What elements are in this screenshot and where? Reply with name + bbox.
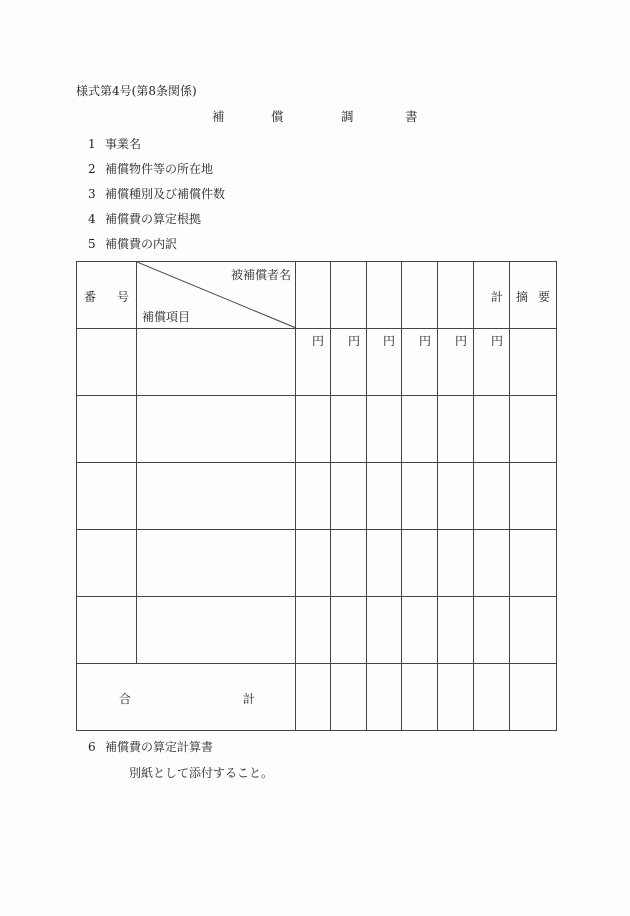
section-text: 補償費の内訳 [105,237,178,251]
cell-amount[interactable] [331,396,367,463]
title-char: 調 [341,109,354,124]
table-total-row [77,664,557,731]
cell-total[interactable] [474,329,510,396]
title-char: 書 [405,109,418,124]
title-char: 償 [271,109,284,124]
cell-amount[interactable] [438,329,474,396]
cell-remarks[interactable] [510,396,557,463]
cell-item[interactable] [137,597,296,664]
header-remarks-b: 要 [537,290,550,304]
cell-amount[interactable] [331,530,367,597]
cell-amount[interactable] [438,597,474,664]
cell-remarks[interactable] [510,530,557,597]
section-number: 2 [88,162,96,176]
cell-amount[interactable] [367,463,402,530]
section-text: 補償費の算定根拠 [105,212,202,226]
header-item: 補償項目 [142,310,191,324]
cell-total[interactable] [474,396,510,463]
cell-number[interactable] [77,396,137,463]
yen-unit: 円 [454,334,467,348]
title-char: 補 [212,109,225,124]
section-text: 事業名 [105,137,142,151]
cell-number[interactable] [77,463,137,530]
header-total-label: 計 [490,290,503,304]
form-label: 様式第4号(第8条関係) [76,84,197,98]
cell-amount[interactable] [367,597,402,664]
section-4 [88,212,201,226]
cell-amount[interactable] [331,463,367,530]
cell-number[interactable] [77,530,137,597]
cell-grand-total[interactable] [474,664,510,731]
cell-amount[interactable] [331,329,367,396]
header-number-a: 番 [84,290,97,304]
header-diagonal [137,262,296,329]
cell-amount[interactable] [367,329,402,396]
cell-total[interactable] [474,463,510,530]
cell-item[interactable] [137,329,296,396]
cell-amount-total[interactable] [438,664,474,731]
section-text: 補償物件等の所在地 [105,162,214,176]
header-total [474,262,510,329]
table-row [77,463,557,530]
cell-amount[interactable] [402,597,438,664]
section-number: 4 [88,212,96,226]
cell-amount[interactable] [402,396,438,463]
total-label-b: 計 [243,692,256,706]
cell-remarks[interactable] [510,664,557,731]
cell-amount-total[interactable] [296,664,331,731]
cell-total[interactable] [474,530,510,597]
section-number: 6 [88,740,96,754]
header-recipient-col [402,262,438,329]
cell-amount[interactable] [296,396,331,463]
header-recipient: 被補償者名 [230,268,291,282]
section-3 [88,187,225,201]
cell-item[interactable] [137,463,296,530]
table-row [77,597,557,664]
header-remarks [510,262,557,329]
section-number: 5 [88,237,96,251]
cell-amount[interactable] [402,329,438,396]
cell-amount[interactable] [367,396,402,463]
cell-amount[interactable] [438,530,474,597]
header-remarks-a: 摘 [516,290,529,304]
cell-item[interactable] [137,530,296,597]
section-text: 補償種別及び補償件数 [105,187,226,201]
section-number: 1 [88,137,96,151]
cell-amount[interactable] [296,463,331,530]
header-recipient-col [331,262,367,329]
cell-amount[interactable] [296,329,331,396]
cell-amount[interactable] [331,597,367,664]
compensation-table [76,261,557,731]
section-2 [88,162,213,176]
yen-unit: 円 [382,334,395,348]
table-header-row [77,262,557,329]
cell-number[interactable] [77,597,137,664]
cell-amount[interactable] [296,530,331,597]
cell-remarks[interactable] [510,597,557,664]
cell-amount[interactable] [296,597,331,664]
section-5 [88,237,177,251]
section-number: 3 [88,187,96,201]
cell-item[interactable] [137,396,296,463]
cell-amount-total[interactable] [367,664,402,731]
yen-unit: 円 [490,334,503,348]
table-row [77,530,557,597]
cell-amount[interactable] [367,530,402,597]
cell-amount-total[interactable] [402,664,438,731]
yen-unit: 円 [347,334,360,348]
section-text: 補償費の算定計算書 [105,740,214,754]
cell-number[interactable] [77,329,137,396]
yen-unit: 円 [418,334,431,348]
table-row [77,396,557,463]
section-6 [88,740,213,754]
cell-amount[interactable] [438,463,474,530]
attachment-note: 別紙として添付すること。 [129,766,274,780]
header-recipient-col [367,262,402,329]
header-recipient-col [438,262,474,329]
cell-remarks[interactable] [510,463,557,530]
table-row [77,329,557,396]
section-1 [88,137,141,151]
cell-amount[interactable] [402,463,438,530]
header-number-b: 号 [116,290,129,304]
cell-total[interactable] [474,597,510,664]
header-recipient-col [296,262,331,329]
cell-amount[interactable] [438,396,474,463]
header-number [77,262,137,329]
total-label-cell [77,664,296,731]
cell-remarks[interactable] [510,329,557,396]
total-label-a: 合 [119,692,132,706]
cell-amount[interactable] [402,530,438,597]
yen-unit: 円 [311,334,324,348]
cell-amount-total[interactable] [331,664,367,731]
